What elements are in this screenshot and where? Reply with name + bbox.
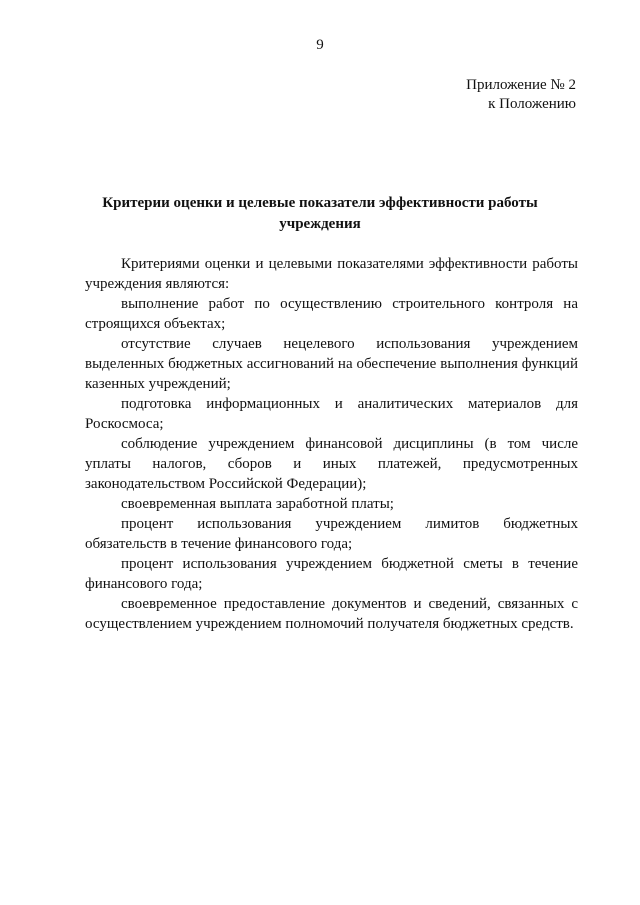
title-line-2: учреждения <box>279 216 361 232</box>
criterion-item: процент использования учреждением бюджетной сметы в течение финансового года; <box>85 556 578 592</box>
criterion-item: соблюдение учреждением финансовой дисциплины (в том числе уплаты налогов, сборов и иных платежей, предусмотренных законодательством Российской Федерации); <box>85 436 578 492</box>
document-body <box>85 254 578 634</box>
title-line-1: Критерии оценки и целевые показатели эффективности работы <box>102 195 538 211</box>
criterion-item: своевременное предоставление документов и сведений, связанных с осуществлением учреждением полномочий получателя бюджетных средств. <box>85 596 578 632</box>
paragraph-intro: Критериями оценки и целевыми показателями эффективности работы учреждения являются: <box>85 256 578 292</box>
criterion-item: своевременная выплата заработной платы; <box>121 496 394 512</box>
appendix-line-2: к Положению <box>488 96 576 112</box>
appendix-line-1: Приложение № 2 <box>466 77 576 93</box>
criterion-item: отсутствие случаев нецелевого использования учреждением выделенных бюджетных ассигнований на обеспечение выполнения функций казенных учреждений; <box>85 336 578 392</box>
criterion-item: подготовка информационных и аналитических материалов для Роскосмоса; <box>85 396 578 432</box>
document-title <box>80 193 560 235</box>
appendix-reference <box>466 76 576 114</box>
criterion-item: процент использования учреждением лимитов бюджетных обязательств в течение финансового года; <box>85 516 578 552</box>
page-number: 9 <box>316 37 324 53</box>
criterion-item: выполнение работ по осуществлению строительного контроля на строящихся объектах; <box>85 296 578 332</box>
